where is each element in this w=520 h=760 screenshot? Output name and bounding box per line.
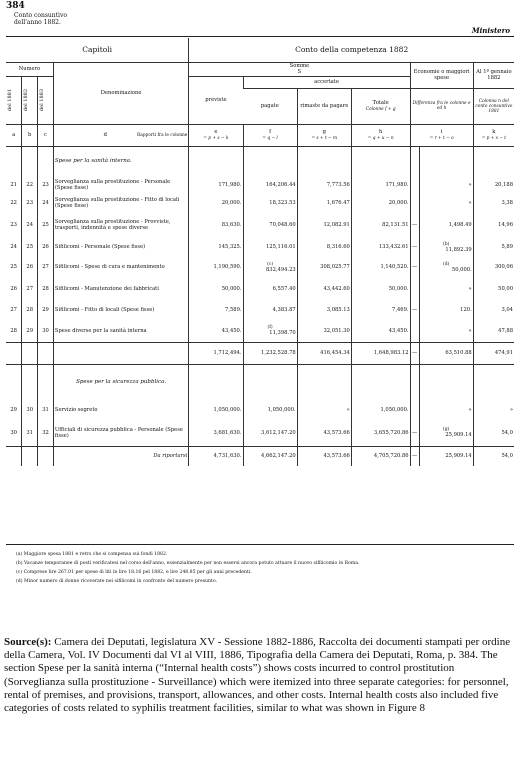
amount-previste: 43,450. [189, 320, 243, 342]
amount-pagate-cell [243, 176, 297, 194]
formula-g-cell [297, 124, 351, 146]
carry-previste: 4,731,630. [189, 446, 243, 466]
difference-sign: — [410, 300, 419, 320]
amount-differenza: » [468, 200, 472, 206]
amount-rimaste: 43,442.60 [297, 278, 351, 300]
chapter-number-1881: 30 [10, 429, 17, 436]
difference-sign [410, 194, 419, 212]
amount-colonna-k: 3,38 [473, 194, 514, 212]
amount-previste: 20,000. [189, 194, 243, 212]
amount-totale: 171,980. [351, 176, 410, 194]
amount-pagate-cell [243, 238, 297, 256]
formula-h: = q + u − n [367, 136, 394, 141]
chapter-description: Servizio segreto [53, 400, 188, 420]
amount-colonna-k: 300,06 [473, 256, 514, 278]
amount-pagate: 3,612,147.20 [261, 429, 296, 436]
amount-pagate-cell [243, 300, 297, 320]
header-pagate: pagate [243, 88, 297, 124]
footnote-marker: (g) [442, 427, 450, 433]
chapter-description: Sifilicomi - Manutenzione dei fabbricati [53, 278, 188, 300]
amount-differenza: » [468, 407, 472, 413]
amount-differenza: 50,000. [451, 266, 472, 273]
chapter-number-1882: 24 [22, 212, 38, 238]
amount-pagate-cell [243, 420, 297, 446]
document-page [6, 0, 514, 636]
amount-colonna-k: » [473, 400, 514, 420]
amount-pagate: 18,323.53 [269, 200, 296, 206]
amount-totale: 1,140,520. [351, 256, 410, 278]
formula-k-cell [473, 124, 514, 146]
amount-differenza-cell [419, 212, 473, 238]
footnote-c: (c) Comprese lire 267.01 per spese di liti in lire 18.16 pel 1882, e lire 248.85 per gli anni precedenti. [16, 570, 252, 575]
table-row [6, 212, 514, 238]
amount-rimaste: 43,573.66 [297, 420, 351, 446]
table-row [6, 300, 514, 320]
section-row [6, 364, 514, 400]
amount-pagate-cell [243, 212, 297, 238]
amount-rimaste: » [297, 400, 351, 420]
header-rimaste: rimaste da pagare [297, 88, 351, 124]
table-row [6, 194, 514, 212]
table-row [6, 256, 514, 278]
letter-b: b [22, 124, 38, 146]
amount-differenza-cell [419, 400, 473, 420]
amount-differenza-cell [419, 300, 473, 320]
somme-label: Somme [289, 63, 310, 69]
amount-differenza-cell [419, 176, 473, 194]
amount-pagate: 6,557.40 [272, 286, 296, 292]
chapter-number-1881: 27 [10, 307, 17, 313]
difference-sign: — [410, 256, 419, 278]
carry-pagate: 4,662,147.20 [243, 446, 297, 466]
chapter-number-1882: 28 [22, 300, 38, 320]
amount-rimaste: 12,082.91 [297, 212, 351, 238]
amount-differenza: » [468, 286, 472, 292]
letter-g: g [322, 129, 326, 135]
header-previste: previste [189, 76, 243, 124]
header-accertate: accertate [243, 76, 410, 88]
formula-k: = p + s − t [481, 136, 507, 141]
subtotal-colonna-k: 474,91 [473, 342, 514, 364]
amount-colonna-k: 5,89 [473, 238, 514, 256]
amount-differenza-cell [419, 278, 473, 300]
chapter-number-1882: 31 [22, 420, 38, 446]
formula-i: = r + t − o [429, 136, 454, 141]
chapter-number-1882: 22 [22, 176, 38, 194]
chapter-number-1883: 24 [38, 194, 54, 212]
amount-previste: 7,589. [189, 300, 243, 320]
letter-a: a [6, 124, 22, 146]
chapter-description: Sifilicomi - Personale (Spese fisse) [53, 238, 188, 256]
year-1883: del 1883 [39, 88, 46, 112]
header-numero: Numero [6, 62, 53, 76]
chapter-number-1883: 28 [38, 278, 54, 300]
chapter-number-1881: 24 [10, 244, 17, 250]
denominazione-label: Denominazione [100, 90, 142, 96]
amount-differenza-cell [419, 194, 473, 212]
chapter-description: Sorveglianza sulla prostituzione - Fitto di locali (Spese fisse) [53, 194, 188, 212]
amount-totale: 43,450. [351, 320, 410, 342]
letter-i: i [440, 129, 443, 135]
chapter-number-1883: 32 [38, 420, 54, 446]
header-economie: Economie o maggiori spese [410, 62, 473, 88]
carry-forward-row [6, 446, 514, 466]
chapter-number-1881: 26 [10, 286, 17, 292]
section-sanita: Spese per la sanità interna. [53, 146, 188, 176]
amount-totale: 1,050,000. [351, 400, 410, 420]
amount-pagate-cell [243, 400, 297, 420]
difference-sign [410, 400, 419, 420]
header-capitoli: Capitoli [6, 38, 189, 62]
amount-totale: 3,655,720.86 [351, 420, 410, 446]
chapter-description: Sorveglianza sulla prostituzione - Provviste, trasporti, indennità e spese diverse [53, 212, 188, 238]
footnote-a: (a) Maggiore spesa 1881 e retro che si compensa sui fondi 1882. [16, 552, 168, 557]
amount-pagate-cell [243, 320, 297, 342]
ministry-label: Ministero [471, 26, 510, 35]
chapter-number-1882: 23 [22, 194, 38, 212]
amount-differenza: 1,498.49 [448, 222, 472, 228]
chapter-number-1882: 29 [22, 320, 38, 342]
source-caption [4, 636, 516, 715]
footnote-marker: (d) [442, 261, 450, 267]
amount-rimaste: 308,025.77 [297, 256, 351, 278]
footnote-marker: (c) [267, 261, 274, 267]
amount-pagate: 832,494.23 [265, 266, 296, 273]
chapter-number-1883: 27 [38, 256, 54, 278]
totale-label: Totale [372, 100, 389, 106]
table-body [6, 146, 514, 466]
subtotal-rimaste: 416,454.34 [297, 342, 351, 364]
amount-differenza: » [468, 327, 472, 334]
difference-sign [410, 320, 419, 342]
footnote-rule [6, 544, 514, 545]
chapter-number-1883: 30 [38, 320, 54, 342]
amount-rimaste: 7,773.56 [297, 176, 351, 194]
footnote-b: (b) Vacanze temporanee di posti verificatesi nel corso dell'anno, essenzialmente per non essersi ancora potuto attuare il nuovo sifilicomio in Roma. [16, 561, 360, 566]
formula-g: = s + t − m [311, 136, 338, 141]
amount-previste: 1,050,000. [189, 400, 243, 420]
rapporti-label: Rapporti fra le colonne [136, 133, 188, 138]
amount-previste: 3,681,630. [189, 420, 243, 446]
amount-totale: 133,432.61 [351, 238, 410, 256]
amount-totale: 82,131.51 [351, 212, 410, 238]
amount-pagate: 125,116.01 [265, 244, 296, 250]
amount-previste: 145,325. [189, 238, 243, 256]
section-sicurezza: Spese per la sicurezza pubblica. [53, 364, 188, 400]
amount-pagate: 4,383.87 [272, 307, 296, 313]
amount-pagate: 1,050,000. [267, 407, 296, 413]
chapter-number-1882: 30 [22, 400, 38, 420]
subtotal-row [6, 342, 514, 364]
amount-rimaste: 32,051.30 [297, 320, 351, 342]
difference-sign: — [410, 238, 419, 256]
letter-e: e [214, 129, 218, 135]
carry-forward-label: Da riportarsi [53, 446, 188, 466]
chapter-number-1881: 22 [10, 200, 17, 206]
amount-differenza-cell [419, 320, 473, 342]
amount-pagate-cell [243, 278, 297, 300]
formula-e-cell [189, 124, 243, 146]
amount-totale: 7,469. [351, 300, 410, 320]
subtotal-pagate: 1,232,528.78 [243, 342, 297, 364]
amount-pagate: 11,398.70 [269, 330, 296, 337]
caption-text: Camera dei Deputati, legislatura XV - Sessione 1882-1886, Raccolta dei documenti stampati per ordine della Camera, Vol. IV Documenti dal VI al VIII, 1886, Tipografia della Camera dei Deputati, Roma, p. 384. The section Spese per la sanità interna (“Internal health costs”) shows costs incurred to control prostitution (Sorveglianza sulla prostituzione - Surveillance) which were itemized into three separate categories: for personnel, rental of premises, and provisions, transport, allowances, and other costs. Internal health costs also included five categories of costs related to syphilis treatment facilities, similar to what was shown in Figure 8 [4, 636, 511, 715]
formula-e: = p + s − k [203, 136, 229, 141]
letter-f: f [269, 129, 272, 135]
header-differenza: Differenza fra le colonne e ed h [410, 88, 473, 124]
chapter-number-1881: 29 [10, 407, 17, 413]
amount-pagate: 164,206.44 [265, 182, 296, 188]
amount-colonna-k: 14,96 [473, 212, 514, 238]
amount-previste: 1,190,590. [189, 256, 243, 278]
amount-colonna-k: 20,188 [473, 176, 514, 194]
chapter-description: Sifilicomi - Spese di cura e mantenimento [53, 256, 188, 278]
formula-i-cell [410, 124, 473, 146]
formula-h-cell [351, 124, 410, 146]
amount-previste: 171,980. [189, 176, 243, 194]
footnote-d: (d) Minor numero di donne ricoverate nei sifilicomi in confronto del numero presunto. [16, 579, 217, 584]
subtotal-previste: 1,712,494. [189, 342, 243, 364]
table-row [6, 278, 514, 300]
chapter-number-1881: 23 [10, 222, 17, 228]
amount-colonna-k: 47,88 [473, 320, 514, 342]
chapter-number-1881: 21 [10, 182, 17, 188]
chapter-number-1881: 28 [10, 327, 17, 334]
chapter-description: Sorveglianza sulla prostituzione - Personale (Spese fisse) [53, 176, 188, 194]
chapter-number-1882: 27 [22, 278, 38, 300]
subtotal-sign: — [410, 342, 419, 364]
amount-pagate-cell [243, 194, 297, 212]
carry-colonna-k: 54,0 [473, 446, 514, 466]
letter-c: c [38, 124, 54, 146]
table-row [6, 320, 514, 342]
formula-f-cell [243, 124, 297, 146]
amount-differenza: 11,892.39 [445, 246, 472, 253]
amount-differenza: 120. [460, 307, 472, 313]
amount-differenza-cell [419, 420, 473, 446]
carry-rimaste: 43,573.66 [297, 446, 351, 466]
amount-rimaste: 1,676.47 [297, 194, 351, 212]
subtotal-totale: 1,648,983.12 [351, 342, 410, 364]
table-row [6, 238, 514, 256]
amount-differenza-cell [419, 256, 473, 278]
header-al1gennaio: Al 1º gennaio 1882 [473, 62, 514, 88]
footnote-marker: (f) [267, 325, 273, 331]
amount-pagate-cell [243, 256, 297, 278]
amount-previste: 83,630. [189, 212, 243, 238]
amount-totale: 50,000. [351, 278, 410, 300]
footnotes [16, 550, 496, 586]
somme-letter: S [297, 69, 302, 75]
difference-sign: — [410, 212, 419, 238]
table-row [6, 420, 514, 446]
conto-label-line2: dell'anno 1882. [14, 19, 61, 26]
table-row [6, 176, 514, 194]
letter-d-cell [53, 124, 188, 146]
top-rule [6, 36, 514, 37]
chapter-number-1883: 25 [38, 212, 54, 238]
chapter-number-1882: 25 [22, 238, 38, 256]
formula-f: = q − l [262, 136, 278, 141]
difference-sign [410, 176, 419, 194]
chapter-number-1883: 26 [38, 238, 54, 256]
page-number: 384 [6, 1, 25, 11]
difference-sign [410, 278, 419, 300]
header-somme [189, 62, 410, 76]
chapter-number-1881: 25 [10, 264, 17, 270]
amount-colonna-k: 50,00 [473, 278, 514, 300]
table-row [6, 400, 514, 420]
totale-sub: Colonne f + g [365, 107, 396, 112]
amount-rimaste: 8,316.60 [297, 238, 351, 256]
amount-rimaste: 3,085.13 [297, 300, 351, 320]
amount-totale: 20,000. [351, 194, 410, 212]
amount-differenza-cell [419, 238, 473, 256]
carry-sign: — [410, 446, 419, 466]
letter-d: d [103, 132, 107, 138]
chapter-description: Sifilicomi - Fitto di locali (Spese fisse) [53, 300, 188, 320]
letter-h: h [379, 129, 383, 135]
header-totale [351, 88, 410, 124]
chapter-number-1882: 26 [22, 256, 38, 278]
header-colonna-k: Colonna n del conto consuntivo 1881 [473, 88, 514, 124]
header-competenza: Conto della competenza 1882 [189, 38, 514, 62]
carry-differenza: 25,909.14 [419, 446, 473, 466]
chapter-description: Spese diverse per la sanità interna [53, 320, 188, 342]
conto-label-line1: Conto consuntivo [14, 12, 67, 19]
amount-colonna-k: 54,0 [473, 420, 514, 446]
footnote-marker: (b) [442, 241, 450, 247]
subtotal-differenza: 63,510.88 [419, 342, 473, 364]
year-1881: del 1881 [7, 88, 13, 112]
amount-colonna-k: 3,04 [473, 300, 514, 320]
letter-k: k [492, 129, 496, 135]
difference-sign: — [410, 420, 419, 446]
year-1882: del 1882 [23, 88, 30, 112]
budget-table [6, 38, 514, 466]
amount-pagate: 70,048.60 [269, 222, 296, 228]
chapter-number-1883: 23 [38, 176, 54, 194]
chapter-number-1883: 31 [38, 400, 54, 420]
caption-label: Source(s): [4, 636, 52, 648]
header-denominazione [53, 62, 188, 124]
carry-totale: 4,705,720.86 [351, 446, 410, 466]
amount-differenza: 25,909.14 [445, 432, 472, 439]
amount-differenza: » [468, 182, 472, 188]
amount-previste: 50,000. [189, 278, 243, 300]
chapter-number-1883: 29 [38, 300, 54, 320]
chapter-description: Ufficiali di sicurezza pubblica - Personale (Spese fisse) [53, 420, 188, 446]
